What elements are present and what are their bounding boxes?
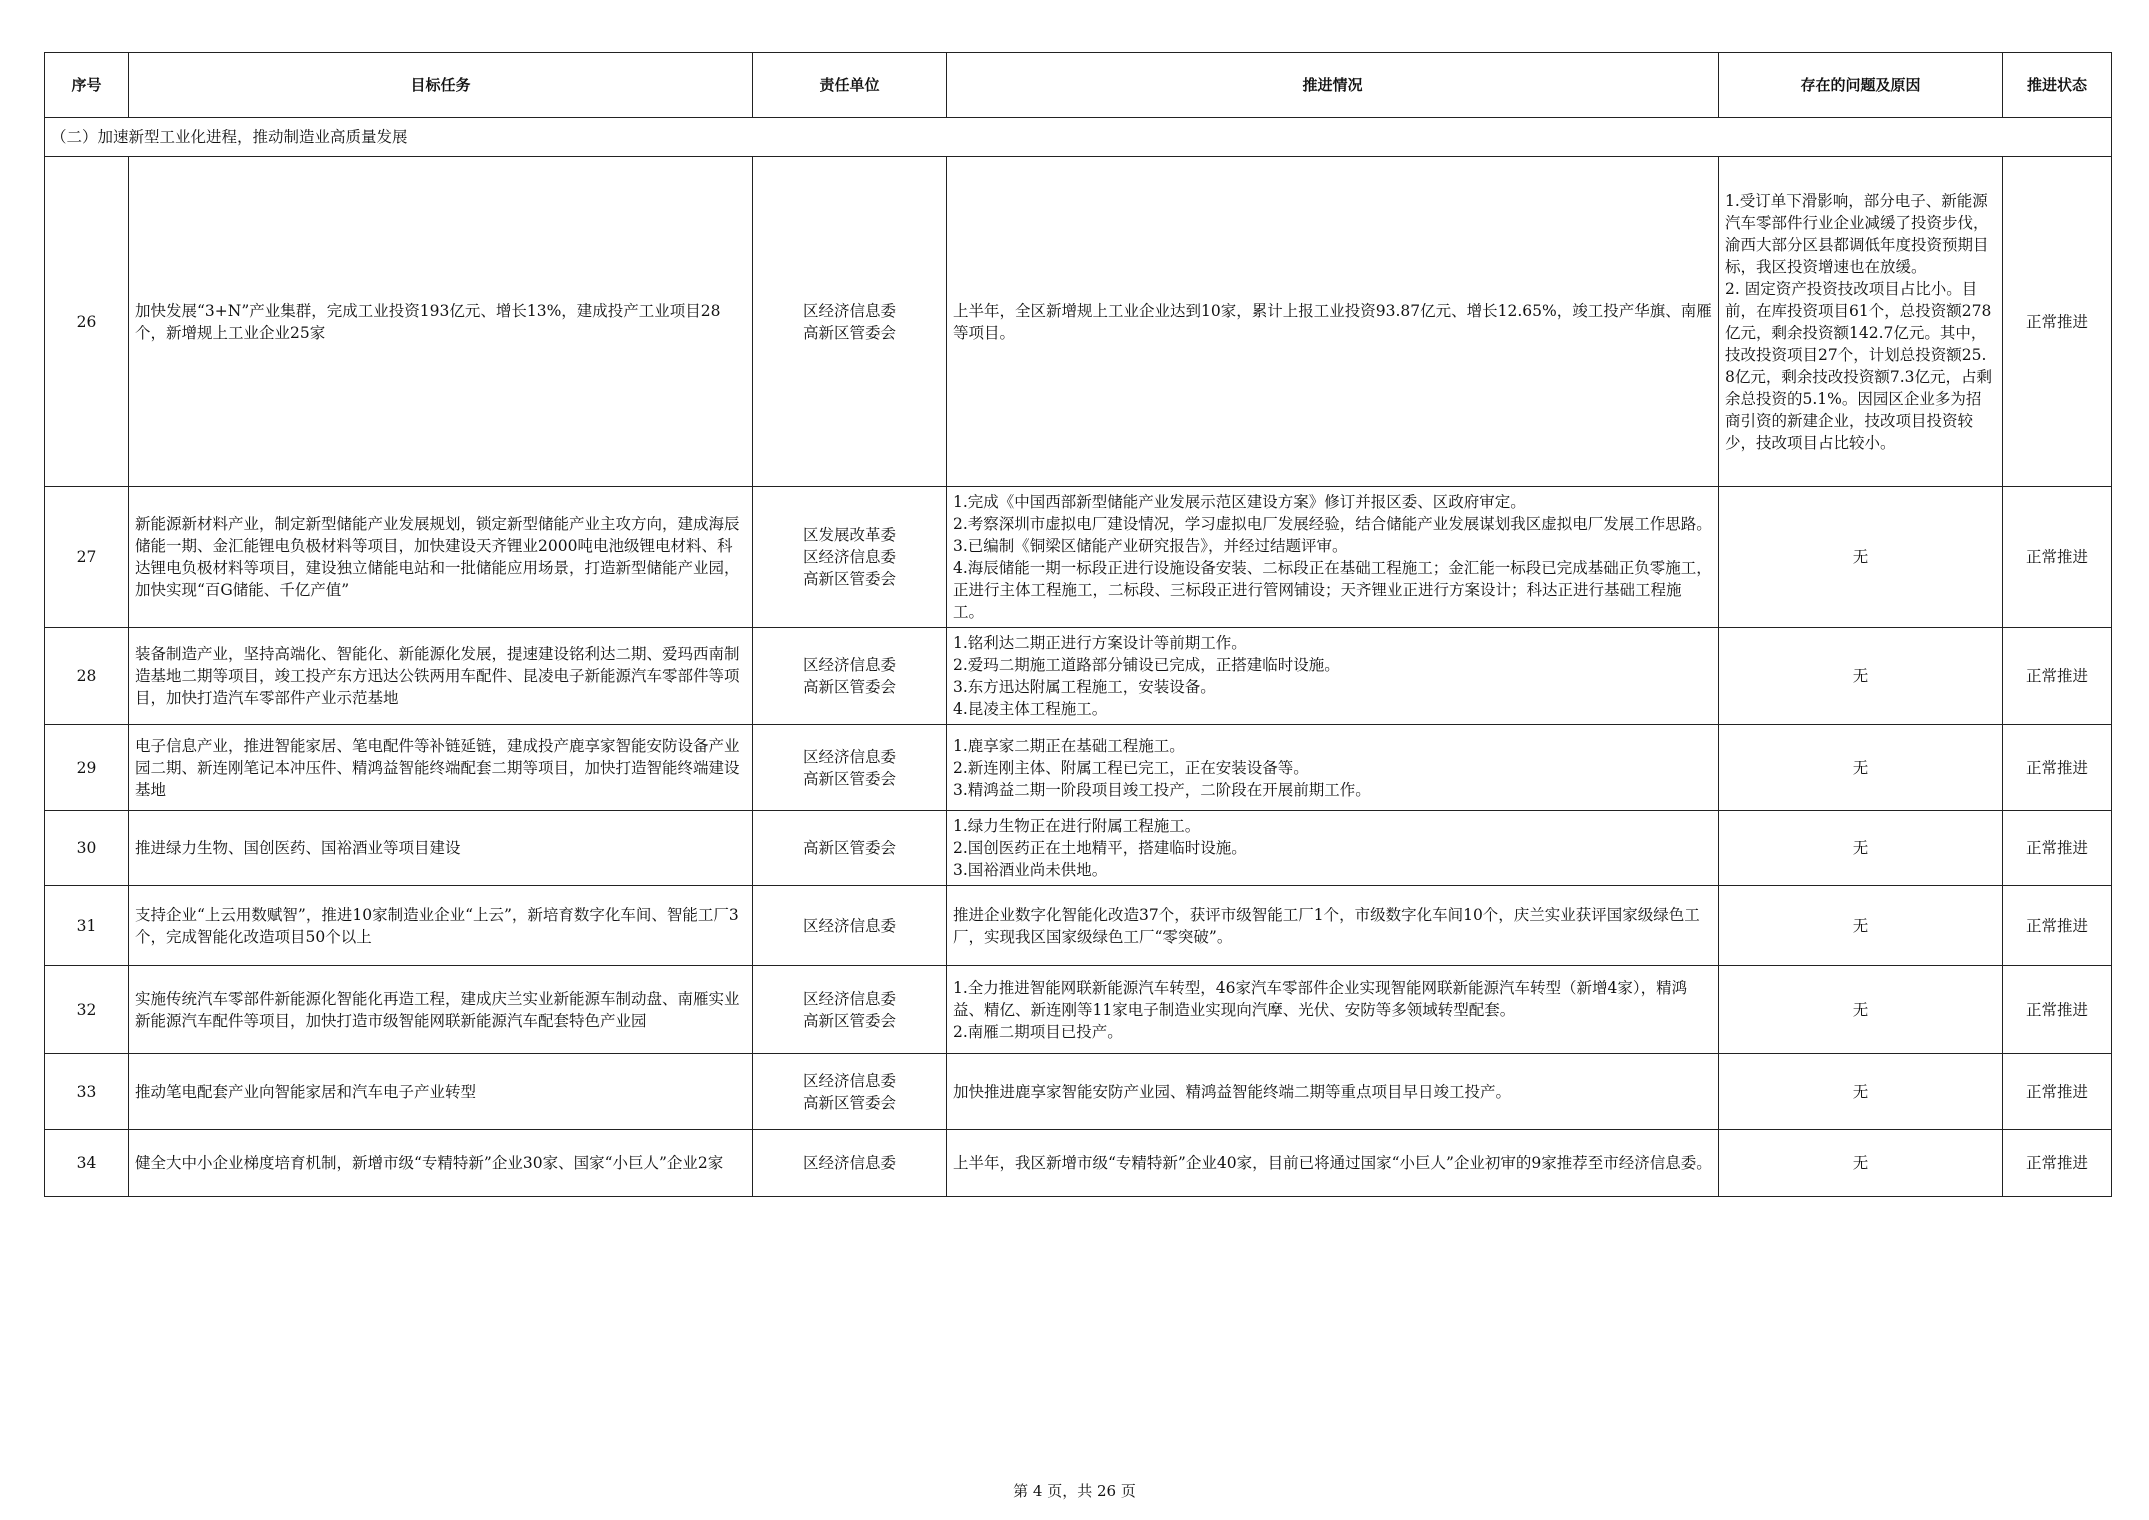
table-row bbox=[45, 811, 2112, 886]
header-problem: 存在的问题及原因 bbox=[1719, 53, 2003, 118]
row-responsible-unit: 区经济信息委 bbox=[753, 886, 947, 966]
header-row bbox=[45, 53, 2112, 118]
row-task: 推动笔电配套产业向智能家居和汽车电子产业转型 bbox=[129, 1054, 753, 1130]
row-number: 29 bbox=[45, 725, 129, 811]
table-row bbox=[45, 157, 2112, 487]
row-responsible-unit: 区经济信息委 高新区管委会 bbox=[753, 628, 947, 725]
row-progress: 1.绿力生物正在进行附属工程施工。 2.国创医药正在土地精平，搭建临时设施。 3.国裕酒业尚未供地。 bbox=[947, 811, 1719, 886]
row-status: 正常推进 bbox=[2003, 1130, 2112, 1197]
row-problem: 无 bbox=[1719, 886, 2003, 966]
row-problem: 无 bbox=[1719, 725, 2003, 811]
table-row bbox=[45, 725, 2112, 811]
header-unit: 责任单位 bbox=[753, 53, 947, 118]
row-number: 27 bbox=[45, 487, 129, 628]
page-footer: 第 4 页，共 26 页 bbox=[1013, 1482, 1136, 1500]
row-status: 正常推进 bbox=[2003, 725, 2112, 811]
row-status: 正常推进 bbox=[2003, 487, 2112, 628]
row-task: 健全大中小企业梯度培育机制，新增市级“专精特新”企业30家、国家“小巨人”企业2家 bbox=[129, 1130, 753, 1197]
row-progress: 上半年，我区新增市级“专精特新”企业40家，目前已将通过国家“小巨人”企业初审的9家推荐至市经济信息委。 bbox=[947, 1130, 1719, 1197]
row-task: 新能源新材料产业，制定新型储能产业发展规划，锁定新型储能产业主攻方向，建成海辰储能一期、金汇能锂电负极材料等项目，加快建设天齐锂业2000吨电池级锂电材料、科达锂电负极材料等项目，建设独立储能电站和一批储能应用场景，打造新型储能产业园，加快实现“百G储能、千亿产值” bbox=[129, 487, 753, 628]
row-number: 32 bbox=[45, 966, 129, 1054]
row-problem: 无 bbox=[1719, 1130, 2003, 1197]
row-problem: 无 bbox=[1719, 628, 2003, 725]
header-task: 目标任务 bbox=[129, 53, 753, 118]
row-progress: 1.铭利达二期正进行方案设计等前期工作。 2.爱玛二期施工道路部分铺设已完成，正搭建临时设施。 3.东方迅达附属工程施工，安装设备。 4.昆凌主体工程施工。 bbox=[947, 628, 1719, 725]
row-problem: 1.受订单下滑影响，部分电子、新能源汽车零部件行业企业减缓了投资步伐，渝西大部分区县都调低年度投资预期目标，我区投资增速也在放缓。 2. 固定资产投资技改项目占比小。目前，在库投资项目61个，总投资额278亿元，剩余投资额142.7亿元。其中，技改投资项目27个，计划总投资额25.8亿元，剩余技改投资额7.3亿元，占剩余总投资的5.1%。因园区企业多为招商引资的新建企业，技改项目投资较少，技改项目占比较小。 bbox=[1719, 157, 2003, 487]
section-row bbox=[45, 118, 2112, 157]
row-status: 正常推进 bbox=[2003, 966, 2112, 1054]
row-problem: 无 bbox=[1719, 1054, 2003, 1130]
row-number: 31 bbox=[45, 886, 129, 966]
row-number: 30 bbox=[45, 811, 129, 886]
row-number: 33 bbox=[45, 1054, 129, 1130]
row-problem: 无 bbox=[1719, 487, 2003, 628]
row-number: 26 bbox=[45, 157, 129, 487]
header-no: 序号 bbox=[45, 53, 129, 118]
row-progress: 1.完成《中国西部新型储能产业发展示范区建设方案》修订并报区委、区政府审定。 2.考察深圳市虚拟电厂建设情况，学习虚拟电厂发展经验，结合储能产业发展谋划我区虚拟电厂发展工作思路。 3.已编制《铜梁区储能产业研究报告》，并经过结题评审。 4.海辰储能一期一标段正进行设施设备安装、二标段正在基础工程施工；金汇能一标段已完成基础正负零施工，正进行主体工程施工，二标段、三标段正进行管网铺设；天齐锂业正进行方案设计；科达正进行基础工程施工。 bbox=[947, 487, 1719, 628]
row-responsible-unit: 区经济信息委 高新区管委会 bbox=[753, 725, 947, 811]
row-task: 加快发展“3+N”产业集群，完成工业投资193亿元、增长13%，建成投产工业项目28个，新增规上工业企业25家 bbox=[129, 157, 753, 487]
row-progress: 1.鹿享家二期正在基础工程施工。 2.新连刚主体、附属工程已完工，正在安装设备等。 3.精鸿益二期一阶段项目竣工投产，二阶段在开展前期工作。 bbox=[947, 725, 1719, 811]
row-task: 支持企业“上云用数赋智”，推进10家制造业企业“上云”，新培育数字化车间、智能工厂3个，完成智能化改造项目50个以上 bbox=[129, 886, 753, 966]
row-status: 正常推进 bbox=[2003, 886, 2112, 966]
row-responsible-unit: 区经济信息委 高新区管委会 bbox=[753, 966, 947, 1054]
row-progress: 推进企业数字化智能化改造37个，获评市级智能工厂1个，市级数字化车间10个，庆兰实业获评国家级绿色工厂，实现我区国家级绿色工厂“零突破”。 bbox=[947, 886, 1719, 966]
row-status: 正常推进 bbox=[2003, 157, 2112, 487]
table-row bbox=[45, 966, 2112, 1054]
section-title: （二）加速新型工业化进程，推动制造业高质量发展 bbox=[45, 118, 2112, 157]
row-progress: 上半年，全区新增规上工业企业达到10家，累计上报工业投资93.87亿元、增长12.65%，竣工投产华旗、南雁等项目。 bbox=[947, 157, 1719, 487]
row-problem: 无 bbox=[1719, 966, 2003, 1054]
row-status: 正常推进 bbox=[2003, 628, 2112, 725]
row-responsible-unit: 区经济信息委 bbox=[753, 1130, 947, 1197]
row-responsible-unit: 高新区管委会 bbox=[753, 811, 947, 886]
header-status: 推进状态 bbox=[2003, 53, 2112, 118]
row-task: 电子信息产业，推进智能家居、笔电配件等补链延链，建成投产鹿享家智能安防设备产业园二期、新连刚笔记本冲压件、精鸿益智能终端配套二期等项目，加快打造智能终端建设基地 bbox=[129, 725, 753, 811]
row-task: 推进绿力生物、国创医药、国裕酒业等项目建设 bbox=[129, 811, 753, 886]
row-number: 34 bbox=[45, 1130, 129, 1197]
row-number: 28 bbox=[45, 628, 129, 725]
table-row bbox=[45, 487, 2112, 628]
row-progress: 加快推进鹿享家智能安防产业园、精鸿益智能终端二期等重点项目早日竣工投产。 bbox=[947, 1054, 1719, 1130]
table-row bbox=[45, 1130, 2112, 1197]
table-row bbox=[45, 886, 2112, 966]
table-row bbox=[45, 1054, 2112, 1130]
header-progress: 推进情况 bbox=[947, 53, 1719, 118]
row-problem: 无 bbox=[1719, 811, 2003, 886]
row-progress: 1.全力推进智能网联新能源汽车转型，46家汽车零部件企业实现智能网联新能源汽车转型（新增4家），精鸿益、精亿、新连刚等11家电子制造业实现向汽摩、光伏、安防等多领域转型配套。 2.南雁二期项目已投产。 bbox=[947, 966, 1719, 1054]
row-responsible-unit: 区发展改革委 区经济信息委 高新区管委会 bbox=[753, 487, 947, 628]
row-responsible-unit: 区经济信息委 高新区管委会 bbox=[753, 1054, 947, 1130]
row-status: 正常推进 bbox=[2003, 811, 2112, 886]
table-row bbox=[45, 628, 2112, 725]
row-task: 实施传统汽车零部件新能源化智能化再造工程，建成庆兰实业新能源车制动盘、南雁实业新能源汽车配件等项目，加快打造市级智能网联新能源汽车配套特色产业园 bbox=[129, 966, 753, 1054]
progress-table bbox=[44, 52, 2112, 1197]
row-responsible-unit: 区经济信息委 高新区管委会 bbox=[753, 157, 947, 487]
row-task: 装备制造产业，坚持高端化、智能化、新能源化发展，提速建设铭利达二期、爱玛西南制造基地二期等项目，竣工投产东方迅达公铁两用车配件、昆凌电子新能源汽车零部件等项目，加快打造汽车零部件产业示范基地 bbox=[129, 628, 753, 725]
row-status: 正常推进 bbox=[2003, 1054, 2112, 1130]
